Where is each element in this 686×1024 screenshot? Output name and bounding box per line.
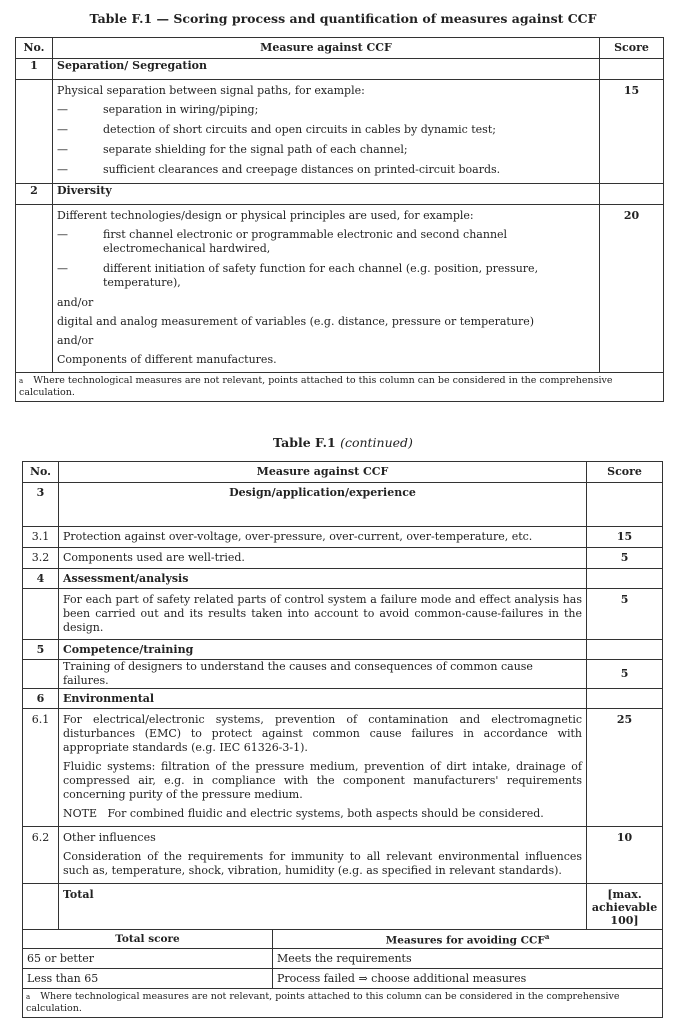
score-value: 20 <box>600 205 664 373</box>
footnote-row <box>23 989 663 1018</box>
section-title: Environmental <box>59 689 587 709</box>
section-title: Competence/training <box>59 640 587 660</box>
list-item: — separation in wiring/piping; <box>57 103 259 116</box>
row-number: 6.1 <box>23 709 59 827</box>
summary-row <box>23 949 663 969</box>
measure-cell: Training of designers to understand the causes and consequences of common cause failures. <box>59 660 587 689</box>
section-number: 4 <box>23 569 59 589</box>
summary-row <box>23 969 663 989</box>
section-row-1 <box>16 59 664 80</box>
section-row-5 <box>23 640 663 660</box>
measure-text: digital and analog measurement of variables (e.g. distance, pressure or temperature) <box>57 315 535 328</box>
ccf-table-1 <box>15 37 664 402</box>
measure-intro: Different technologies/design or physical principles are used, for example: <box>57 209 474 222</box>
summary-header-total: Total score <box>23 930 273 949</box>
score-value: 25 <box>587 709 663 827</box>
summary-total: Less than 65 <box>23 969 273 989</box>
measure-cell <box>53 80 600 184</box>
footnote-row <box>16 373 664 402</box>
list-item: — separate shielding for the signal path of each channel; <box>57 143 408 156</box>
summary-header-measures: Measures for avoiding CCF$^a$ <box>273 930 663 949</box>
footnote: $^a$ Where technological measures are not relevant, points attached to this column can be considered in the comprehensive calculation. <box>16 373 664 402</box>
measure-intro: Physical separation between signal paths, for example: <box>57 84 365 97</box>
list-item: — sufficient clearances and creepage distances on printed-circuit boards. <box>57 163 501 176</box>
table-row <box>23 527 663 548</box>
row-number: 6.2 <box>23 827 59 884</box>
score-value: 10 <box>587 827 663 884</box>
summary-total: 65 or better <box>23 949 273 969</box>
section-title: Assessment/analysis <box>59 569 587 589</box>
summary-result: Meets the requirements <box>273 949 663 969</box>
row-number: 3.2 <box>23 548 59 569</box>
section-number: 1 <box>16 59 53 80</box>
measure-text: and/or <box>57 334 94 347</box>
summary-header-row <box>23 930 663 949</box>
section-body-2 <box>16 205 664 373</box>
measure-text: Other influences <box>63 831 156 844</box>
measure-cell: Components used are well-tried. <box>59 548 587 569</box>
section-number: 5 <box>23 640 59 660</box>
measure-cell <box>59 709 587 827</box>
table-header-row <box>23 462 663 483</box>
measure-cell <box>59 827 587 884</box>
measure-cell: For each part of safety related parts of control system a failure mode and effect analysis has been carried out and its results taken into account to avoid common-cause-failures in the design. <box>59 589 587 640</box>
section-number: 2 <box>16 184 53 205</box>
header-measure: Measure against CCF <box>59 462 587 483</box>
table-row <box>23 589 663 640</box>
score-value: 15 <box>600 80 664 184</box>
total-label: Total <box>59 884 587 930</box>
total-score: [max. achievable 100] <box>587 884 663 930</box>
section-row-2 <box>16 184 664 205</box>
table-row <box>23 660 663 689</box>
table-row <box>23 827 663 884</box>
measure-text: Consideration of the requirements for immunity to all relevant environmental influences such as, temperature, shock, vibration, humidity (e.g. as specified in relevant standards). <box>63 850 583 877</box>
measure-text: Components of different manufactures. <box>57 353 277 366</box>
table1-caption: Table F.1 — Scoring process and quantification of measures against CCF <box>89 11 597 26</box>
row-number: 3.1 <box>23 527 59 548</box>
table-row <box>23 709 663 827</box>
measure-text: Fluidic systems: filtration of the pressure medium, prevention of dirt intake, drainage of compressed air, e.g. in compliance with the component manufacturers' requirements concerning purity of the pressure medium. <box>63 760 583 801</box>
footnote: $^a$ Where technological measures are not relevant, points attached to this column can be considered in the comprehensive calculation. <box>23 989 663 1018</box>
section-body-1 <box>16 80 664 184</box>
score-value: 5 <box>587 589 663 640</box>
measure-cell <box>53 205 600 373</box>
score-value: 5 <box>587 548 663 569</box>
ccf-table-2 <box>22 461 663 1018</box>
list-item: — detection of short circuits and open circuits in cables by dynamic test; <box>57 123 496 136</box>
section-number: 3 <box>23 483 59 527</box>
list-item: — different initiation of safety function for each channel (e.g. position, pressure, temperature), <box>57 262 539 289</box>
section-title: Diversity <box>53 184 600 205</box>
table-row <box>23 548 663 569</box>
table-header-row <box>16 38 664 59</box>
list-item: — first channel electronic or programmable electronic and second channel electromechanical hardwired, <box>57 228 508 255</box>
header-no: No. <box>23 462 59 483</box>
section-title: Design/application/experience <box>59 483 587 527</box>
measure-text: and/or <box>57 296 94 309</box>
section-row-4 <box>23 569 663 589</box>
note-text: NOTE For combined fluidic and electric systems, both aspects should be considered. <box>63 807 544 820</box>
measure-cell: Protection against over-voltage, over-pressure, over-current, over-temperature, etc. <box>59 527 587 548</box>
summary-result: Process failed ⇒ choose additional measures <box>273 969 663 989</box>
header-score: Score <box>600 38 664 59</box>
header-no: No. <box>16 38 53 59</box>
header-score: Score <box>587 462 663 483</box>
total-row <box>23 884 663 930</box>
header-measure: Measure against CCF <box>53 38 600 59</box>
section-row-3 <box>23 483 663 527</box>
score-value: 5 <box>587 660 663 689</box>
table2-caption: Table F.1 (continued) <box>273 435 413 450</box>
score-value: 15 <box>587 527 663 548</box>
measure-text: For electrical/electronic systems, prevention of contamination and electromagnetic disturbances (EMC) to protect against common cause failures in accordance with appropriate standards (e.g. IEC 61326-3-1). <box>63 713 583 754</box>
section-number: 6 <box>23 689 59 709</box>
section-row-6 <box>23 689 663 709</box>
section-title: Separation/ Segregation <box>53 59 600 80</box>
